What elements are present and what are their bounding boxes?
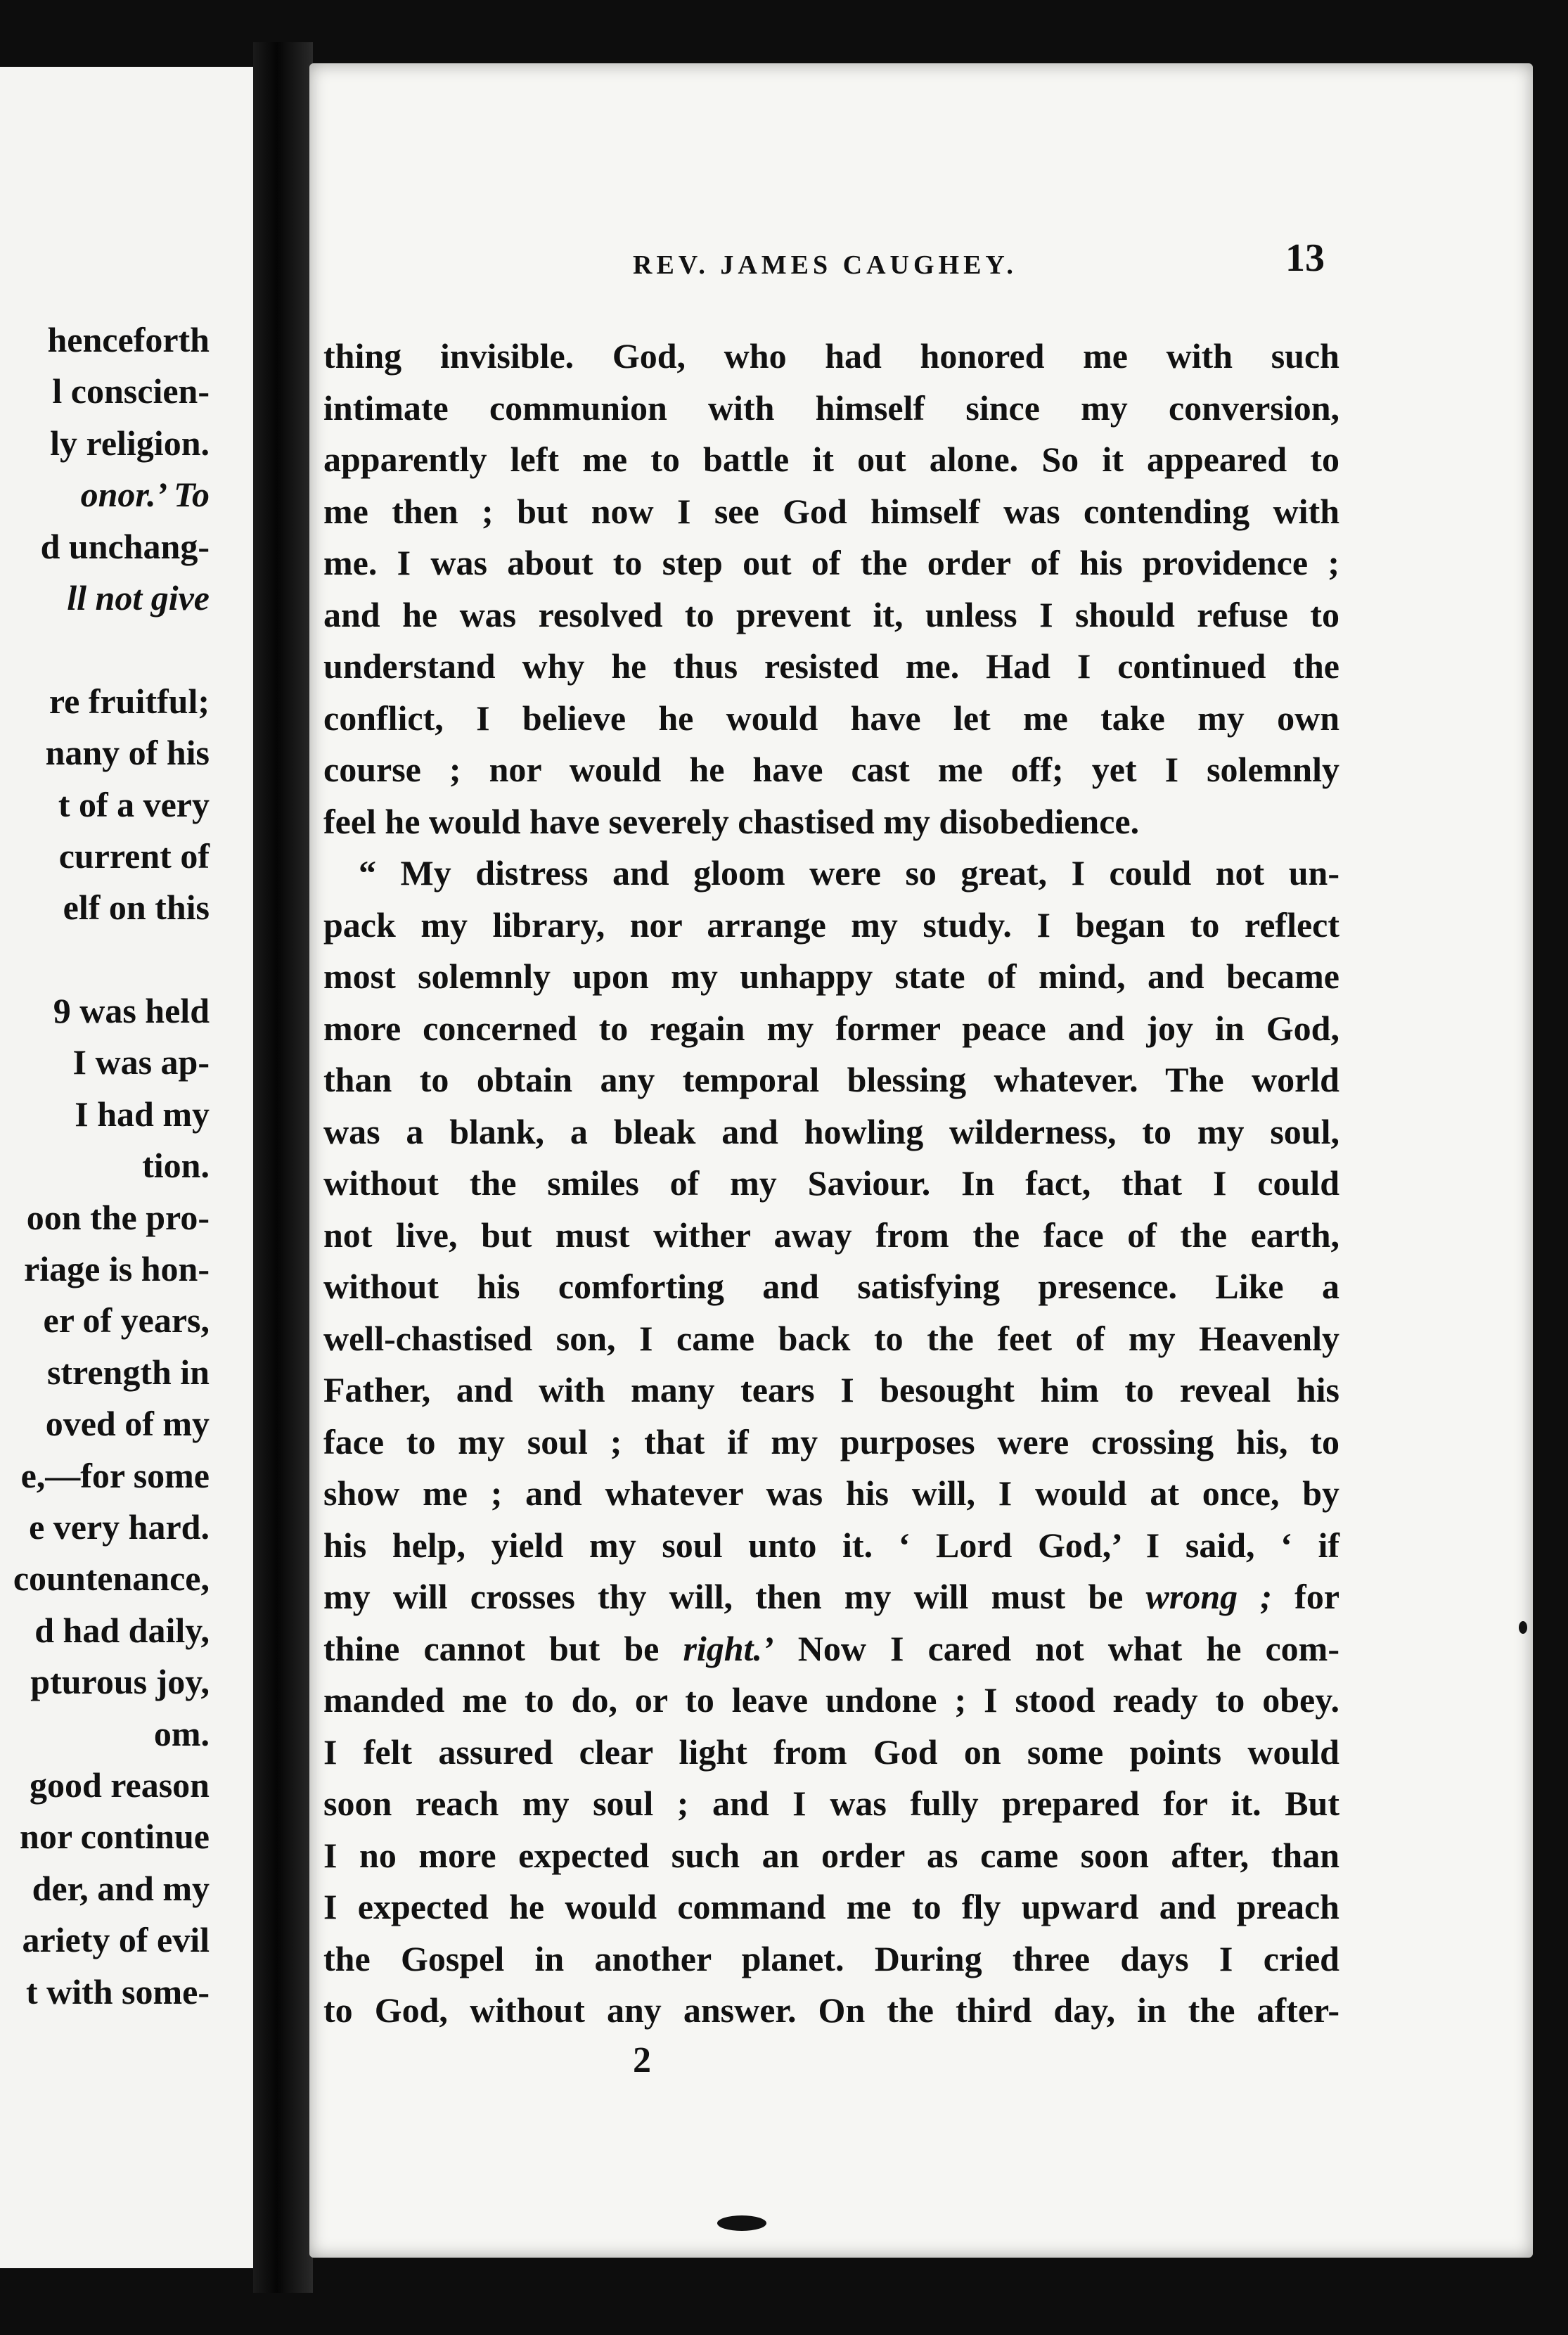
left-line: nor continue bbox=[20, 1817, 210, 1857]
text-line: to God, without any answer. On the third day, in the after- bbox=[323, 1990, 1339, 2030]
ink-speck bbox=[1519, 1621, 1527, 1634]
text-line: was a blank, a bleak and howling wilderness, to my soul, bbox=[323, 1111, 1339, 1151]
text-line: me. I was about to step out of the order of his providence ; bbox=[323, 543, 1339, 582]
text-line: feel he would have severely chastised my disobedience. bbox=[323, 801, 1140, 841]
text-line: me then ; but now I see God himself was contending with bbox=[323, 491, 1339, 531]
text-line: soon reach my soul ; and I was fully prepared for it. But bbox=[323, 1784, 1339, 1823]
text-segment: my will crosses thy will, then my will must be bbox=[323, 1577, 1124, 1616]
text-line: Father, and with many tears I besought him to reveal his bbox=[323, 1370, 1339, 1409]
ink-blot bbox=[717, 2215, 766, 2231]
left-line: er of years, bbox=[43, 1300, 210, 1341]
text-line: the Gospel in another planet. During three days I cried bbox=[323, 1938, 1339, 1978]
text-line: understand why he thus resisted me. Had I continued the bbox=[323, 646, 1339, 686]
text-line: show me ; and whatever was his will, I would at once, by bbox=[323, 1473, 1339, 1513]
left-line: oon the pro- bbox=[26, 1197, 210, 1237]
text-line: I expected he would command me to fly upward and preach bbox=[323, 1887, 1339, 1926]
left-line: l conscien- bbox=[52, 371, 210, 411]
left-line: strength in bbox=[46, 1352, 210, 1392]
left-line: t of a very bbox=[58, 784, 210, 824]
text-line: not live, but must wither away from the face of the earth, bbox=[323, 1215, 1339, 1255]
text-line: thing invisible. God, who had honored me with such bbox=[323, 336, 1339, 376]
left-line: onor.’ To bbox=[80, 475, 210, 515]
left-line: tion. bbox=[142, 1146, 210, 1186]
running-head bbox=[309, 236, 1533, 306]
text-line: without his comforting and satisfying presence. Like a bbox=[323, 1267, 1339, 1306]
left-line: 9 was held bbox=[53, 991, 210, 1031]
left-line: d unchang- bbox=[40, 526, 210, 566]
left-line: I had my bbox=[75, 1094, 210, 1134]
page-body bbox=[323, 331, 1339, 2037]
left-line: ll not give bbox=[67, 577, 210, 618]
text-line: his help, yield my soul unto it. ‘ Lord God,’ I said, ‘ if bbox=[323, 1525, 1339, 1565]
text-segment: for bbox=[1294, 1577, 1340, 1616]
left-line: pturous joy, bbox=[30, 1662, 210, 1702]
text-line: course ; nor would he have cast me off; yet I solemnly bbox=[323, 750, 1339, 789]
signature-mark: 2 bbox=[633, 2040, 651, 2080]
text-line: without the smiles of my Saviour. In fact, that I could bbox=[323, 1163, 1339, 1203]
text-line-with-emphasis bbox=[323, 1571, 1339, 1623]
text-line: intimate communion with himself since my conversion, bbox=[323, 388, 1339, 428]
left-line: t with some- bbox=[25, 1971, 210, 2011]
left-line: e very hard. bbox=[29, 1506, 210, 1547]
text-line: I felt assured clear light from God on some points would bbox=[323, 1732, 1339, 1772]
left-line: good reason bbox=[29, 1765, 210, 1805]
emphasis-right: right.’ bbox=[683, 1628, 774, 1668]
text-segment: thine cannot but be bbox=[323, 1628, 660, 1668]
text-line: apparently left me to battle it out alone. So it appeared to bbox=[323, 440, 1339, 479]
text-line: and he was resolved to prevent it, unless I should refuse to bbox=[323, 594, 1339, 634]
left-line: oved of my bbox=[45, 1404, 210, 1444]
left-line: I was ap- bbox=[72, 1042, 210, 1082]
text-line: I no more expected such an order as came soon after, than bbox=[323, 1835, 1339, 1875]
text-line: than to obtain any temporal blessing whatever. The world bbox=[323, 1060, 1339, 1099]
emphasis-wrong: wrong ; bbox=[1145, 1577, 1272, 1616]
left-line: d had daily, bbox=[34, 1610, 210, 1650]
left-line: elf on this bbox=[63, 888, 210, 928]
left-line: nany of his bbox=[45, 733, 210, 773]
left-line: e,—for some bbox=[20, 1455, 210, 1495]
text-line: more concerned to regain my former peace and joy in God, bbox=[323, 1008, 1339, 1048]
left-line: riage is hon- bbox=[24, 1249, 210, 1289]
left-line: re fruitful; bbox=[49, 681, 210, 721]
left-page-text bbox=[0, 314, 210, 2018]
text-line: well-chastised son, I came back to the feet of my Heavenly bbox=[323, 1318, 1339, 1358]
left-line: der, and my bbox=[32, 1868, 210, 1908]
page-number: 13 bbox=[1285, 236, 1325, 280]
left-line: henceforth bbox=[47, 320, 210, 359]
left-line: ariety of evil bbox=[22, 1920, 210, 1960]
book-gutter bbox=[253, 42, 313, 2293]
text-line: face to my soul ; that if my purposes were crossing his, to bbox=[323, 1421, 1339, 1461]
right-page bbox=[309, 63, 1533, 2258]
text-line: most solemnly upon my unhappy state of mind, and became bbox=[323, 957, 1339, 996]
left-line: om. bbox=[153, 1713, 210, 1753]
text-line-with-emphasis bbox=[323, 1623, 1339, 1675]
text-segment: Now I cared not what he com- bbox=[797, 1628, 1339, 1668]
left-line: countenance, bbox=[13, 1559, 210, 1599]
running-head-title: REV. JAMES CAUGHEY. bbox=[633, 250, 1017, 280]
left-line: ly religion. bbox=[50, 423, 210, 463]
text-line: pack my library, nor arrange my study. I began to reflect bbox=[323, 904, 1339, 945]
text-line: “ My distress and gloom were so great, I could not un- bbox=[359, 853, 1339, 893]
text-line: conflict, I believe he would have let me take my own bbox=[323, 698, 1339, 738]
left-line: current of bbox=[58, 836, 210, 876]
left-page bbox=[0, 67, 255, 2268]
text-line: manded me to do, or to leave undone ; I stood ready to obey. bbox=[323, 1680, 1339, 1720]
